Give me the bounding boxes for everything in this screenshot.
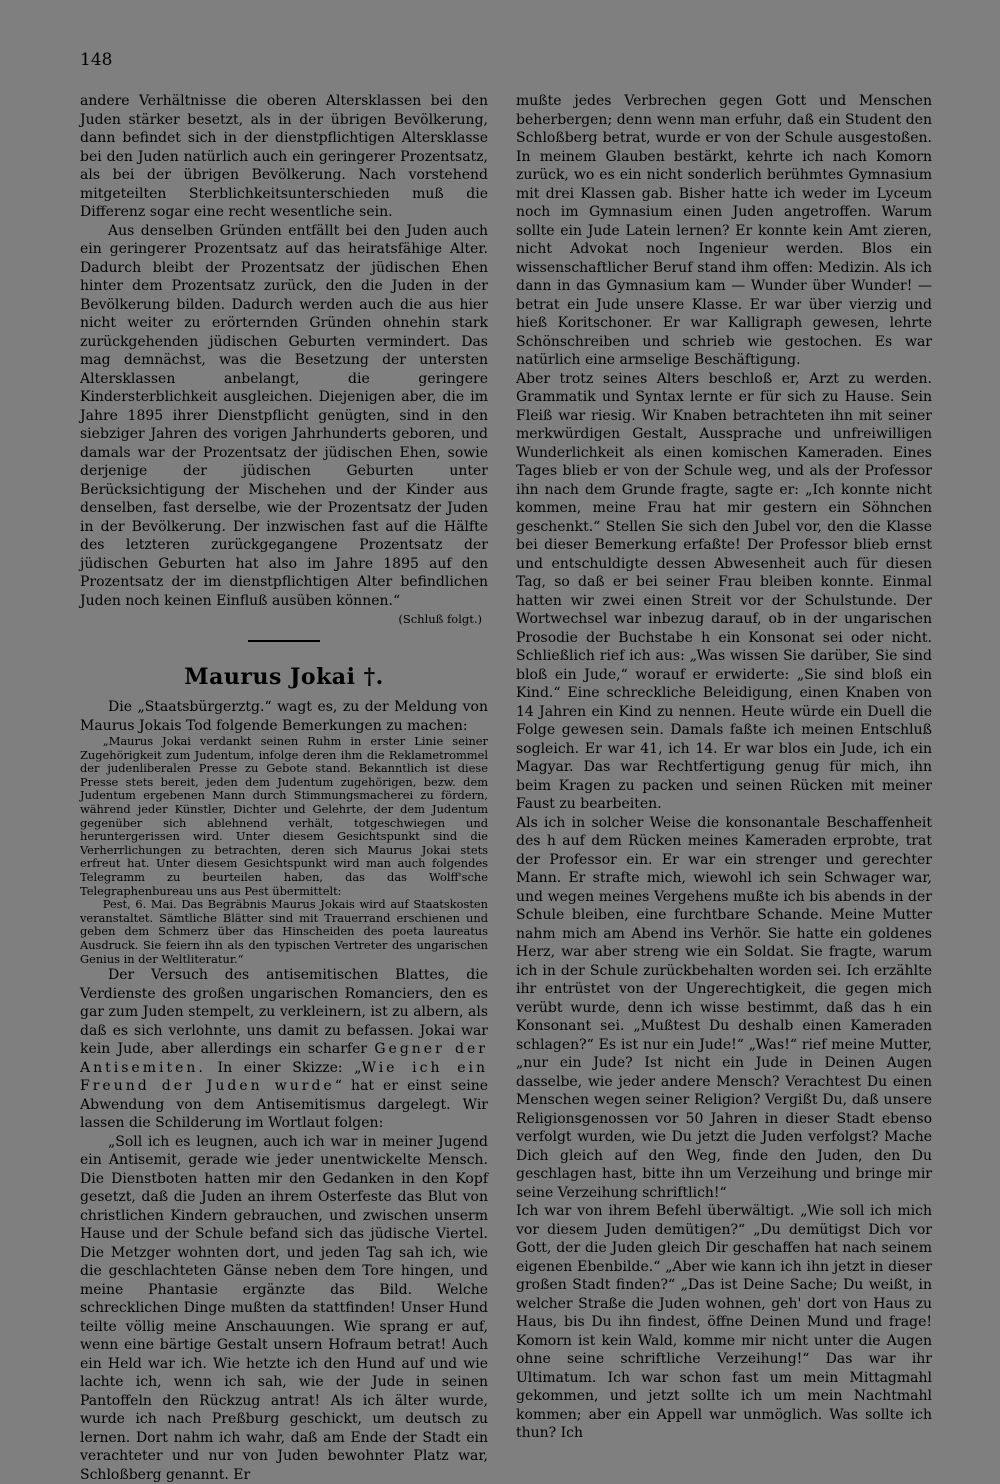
left-column: [80, 92, 488, 1484]
quote-paragraph-1: „Maurus Jokai verdankt seinen Ruhm in erster Linie seiner Zugehörigkeit zum Judentum, infolge deren ihm die Reklametrommel der judenliberalen Presse zu Gebote stand. Bekanntlich ist diese Presse stets bereit, jeden dem Judentum zugehörigen, bezw. dem Judentum ergebenen Mann durch Stimmungsmacherei zu fördern, während jeder Künstler, Dichter und Gelehrte, der dem Judentum gegenüber sich ablehnend verhält, totgeschwiegen und heruntergerissen wird. Unter diesem Gesichtspunkt sind die Verherrlichungen zu betrachten, deren sich Maurus Jokai stets erfreut hat. Unter diesem Gesichtspunkt wird man auch folgendes Telegramm zu beurteilen haben, das das Wolff'sche Telegraphenbureau uns aus Pest übermittelt:: [80, 734, 488, 898]
right-paragraph-2: Aber trotz seines Alters beschloß er, Arzt zu werden. Grammatik und Syntax lernte er für sich zu Hause. Sein Fleiß war riesig. Wir Knaben betrachteten ihn mit seiner merkwürdigen Gestalt, Aussprache und unfreiwilligen Wunderlichkeit als einen komischen Kameraden. Eines Tages blieb er von der Schule weg, und als der Professor ihn nach dem Grunde fragte, sagte er: „Ich konnte nicht kommen, meine Frau hat mir gestern ein Söhnchen geschenkt.“ Stellen Sie sich den Jubel vor, den die Klasse bei dieser Bemerkung erfaßte! Der Professor blieb ernst und entschuldigte dessen Abwesenheit auch für diesen Tag, so daß er bei seiner Frau bleiben konnte. Einmal hatten wir zwei einen Streit vor der Schulstunde. Der Wortwechsel war inbezug darauf, ob in der ungarischen Prosodie der Buchstabe h ein Konsonat sei oder nicht. Schließlich rief ich aus: „Was wissen Sie darüber, Sie sind bloß ein Jude,“ worauf er erwiderte: „Sie sind bloß ein Kind.“ Eine schreckliche Beleidigung, einen Knaben von 14 Jahren ein Kind zu nennen. Heute würde ein Duell die Folge gewesen sein. Damals faßte ich meinen Entschluß sogleich. Er war 41, ich 14. Er war blos ein Jude, ich ein Magyar. Das war Rechtfertigung genug für mich, ihn beim Kragen zu packen und seinen Rücken mit meiner Faust zu bearbeiten.: [516, 370, 932, 812]
to-be-continued-note: (Schluß folgt.): [398, 612, 482, 626]
left-paragraph-1: andere Verhältnisse die oberen Altersklassen bei den Juden stärker besetzt, als in der übrigen Bevölkerung, dann befindet sich in der dienstpflichtigen Altersklasse bei den Juden natürlich auch ein geringerer Prozentsatz, als bei der übrigen Bevölkerung. Nach vorstehend mitgeteilten Sterblichkeitsunterschieden muß die Differenz sogar eine recht wesentliche sein.: [80, 93, 488, 220]
page-number: 148: [80, 50, 113, 70]
right-paragraph-1: mußte jedes Verbrechen gegen Gott und Menschen beherbergen; denn wenn man erfuhr, daß ein Student den Schloßberg betrat, wurde er von der Schule ausgestoßen. In meinem Glauben bestärkt, kehrte ich nach Komorn zurück, wo es ein nicht sonderlich berühmtes Gymnasium mit drei Klassen gab. Bisher hatte ich weder im Lyceum noch im Gymnasium einen Juden angetroffen. Warum sollte ein Jude Latein lernen? Er konnte kein Amt zieren, nicht Advokat noch Ingenieur werden. Blos ein wissenschaftlicher Beruf stand ihm offen: Medizin. Als ich dann in das Gymnasium kam — Wunder über Wunder! — betrat ein Jude unsere Klasse. Er war über vierzig und hieß Koritschoner. Er war Kalligraph gewesen, lehrte Schönschreiben und schrieb wie gestochen. Es war natürlich eine armselige Beschäftigung.: [516, 93, 932, 368]
p4-text-e: “ hat er einst seine Abwendung von dem Antisemitismus dargelegt. Wir lassen die Schilderung im Wortlaut folgen:: [80, 1078, 489, 1132]
p4-spaced-phrase: Gegner der Antisemiten.: [80, 1041, 488, 1076]
left-paragraph-3: Die „Staatsbürgerztg.“ wagt es, zu der Meldung von Maurus Jokais Tod folgende Bemerkungen zu machen:: [80, 699, 488, 734]
p4-text-a: Der Versuch des antisemitischen Blattes, die Verdienste des großen ungarischen Romanciers, den es gar zum Juden stempelt, zu verkleinern, ist zu albern, als daß es sich verlohnte, uns damit zu befassen. Jokai war kein Jude, aber allerdings ein scharfer: [80, 967, 488, 1058]
quote-paragraph-2: Pest, 6. Mai. Das Begräbnis Maurus Jokais wird auf Staatskosten veranstaltet. Sämtliche Blätter sind mit Trauerrand erschienen und geben dem Schmerz über das Hinscheiden des poeta laureatus Ausdruck. Sie feiern ihn als den typischen Vertreter des ungarischen Genius in der Weltliteratur.“: [80, 897, 488, 966]
left-paragraph-4: [80, 966, 488, 1133]
right-paragraph-4: Ich war von ihrem Befehl überwältigt. „Wie soll ich mich vor diesem Juden demütigen?“ „Du demütigst Dich vor Gott, der die Juden gleich Dir geschaffen hat nach seinem eigenen Ebenbilde.“ „Aber wie kann ich ihn jetzt in dieser großen Stadt finden?“ „Das ist Deine Sache; Du weißt, in welcher Straße die Juden wohnen, geh' dort von Haus zu Haus, bis Du ihn findest, öffne Deinen Mund und frage! Komorn ist kein Wald, komme mir nicht unter die Augen ohne seine schriftliche Verzeihung!“ Das war ihr Ultimatum. Ich war schon fast um mein Mittagmahl gekommen, und jetzt sollte ich um mein Nachtmahl kommen; aber ein Appell war unmöglich. Was sollte ich thun? Ich: [516, 1203, 932, 1441]
right-paragraph-3: Als ich in solcher Weise die konsonantale Beschaffenheit des h auf dem Rücken meines Kameraden erprobte, trat der Professor ein. Er war ein strenger und gerechter Mann. Er strafte mich, wiewohl ich sein Schwager war, und wegen meines Vergehens mußte ich bis abends in der Schule bleiben, eine furchtbare Schande. Meine Mutter nahm mich am Abend ins Verhör. Sie hatte ein goldenes Herz, war aber streng wie ein Soldat. Sie fragte, warum ich in der Schule zurückbehalten worden sei. Ich erzählte ihr entrüstet von der Ungerechtigkeit, die gegen mich verübt wurde, denn ich wisse bestimmt, daß das h ein Konsonant sei. „Mußtest Du deshalb einen Kameraden schlagen?“ Es ist nur ein Jude!“ „Was!“ rief meine Mutter, „nur ein Jude? Ist nicht ein Jude in Deinen Augen dasselbe, wie jeder andere Mensch? Verachtest Du einen Menschen wegen seiner Religion? Vergißt Du, daß unsere Religionsgenossen vor 50 Jahren in dieser Stadt ebenso verfolgt wurden, wie Du jetzt die Juden verfolgst? Mache Dich gleich auf den Weg, finde den Juden, den Du geschlagen hast, bitte ihn um Verzeihung und bringe mir seine Verzeihung schriftlich!“: [516, 814, 932, 1201]
p4-text-c: In einer Skizze: „: [205, 1059, 362, 1076]
left-paragraph-2: Aus denselben Gründen entfällt bei den Juden auch ein geringerer Prozentsatz auf das heiratsfähige Alter. Dadurch bleibt der Prozentsatz der jüdischen Ehen hinter dem Prozentsatz zurück, den die Juden in der Bevölkerung bilden. Dadurch werden auch die aus hier nicht weiter zu erörternden Gründen ohnehin stark zurückgehenden jüdischen Geburten vermindert. Das mag demnächst, was die Besetzung der untersten Altersklassen anbelangt, die geringere Kindersterblichkeit ausgleichen. Diejenigen aber, die im Jahre 1895 ihrer Dienstpflicht genügten, sind in den siebziger Jahren des vorigen Jahrhunderts geboren, und damals war der Prozentsatz der jüdischen Ehen, sowie derjenige der jüdischen Geburten unter Berücksichtigung der Mischehen und der Kinder aus denselben, fast derselbe, wie der Prozentsatz der Juden in der Bevölkerung. Der inzwischen fast auf die Hälfte des letzteren zurückgegangene Prozentsatz der jüdischen Geburten hat also im Jahre 1895 auf den Prozentsatz der im dienstpflichtigen Alter befindlichen Juden noch keinen Einfluß ausüben können.“: [80, 222, 488, 609]
right-column: [516, 92, 932, 1443]
section-divider: [248, 640, 320, 642]
left-paragraph-5: „Soll ich es leugnen, auch ich war in meiner Jugend ein Antisemit, gerade wie jeder unentwickelte Mensch. Die Dienstboten hatten mir den Gedanken in den Kopf gesetzt, daß die Juden an ihrem Osterfeste das Blut von christlichen Kindern gebrauchen, und zwischen unserm Hause und der Schule befand sich das jüdische Viertel. Die Metzger wohnten dort, und jeden Tag sah ich, wie die geschlachteten Gänse neben dem Tore hingen, und meine Phantasie ergänzte das Bild. Welche schrecklichen Dinge mußten da stattfinden! Unser Hund teilte völlig meine Anschauungen. Wie sprang er auf, wenn eine bärtige Gestalt unsern Hofraum betrat! Auch ein Held war ich. Wie hetzte ich den Hund auf und wie lachte ich, wenn ich sah, wie der Jude in seinen Pantoffeln den Rückzug antrat! Als ich älter wurde, wurde ich nach Preßburg geschickt, um deutsch zu lernen. Dort nahm ich wahr, daß am Ende der Stadt ein verachteter und nur von Juden bewohnter Platz war, Schloßberg genannt. Er: [80, 1133, 488, 1483]
p4-sketch-title: Wie ich ein Freund der Juden wurde: [80, 1059, 489, 1095]
article-heading: Maurus Jokai †.: [184, 664, 384, 690]
